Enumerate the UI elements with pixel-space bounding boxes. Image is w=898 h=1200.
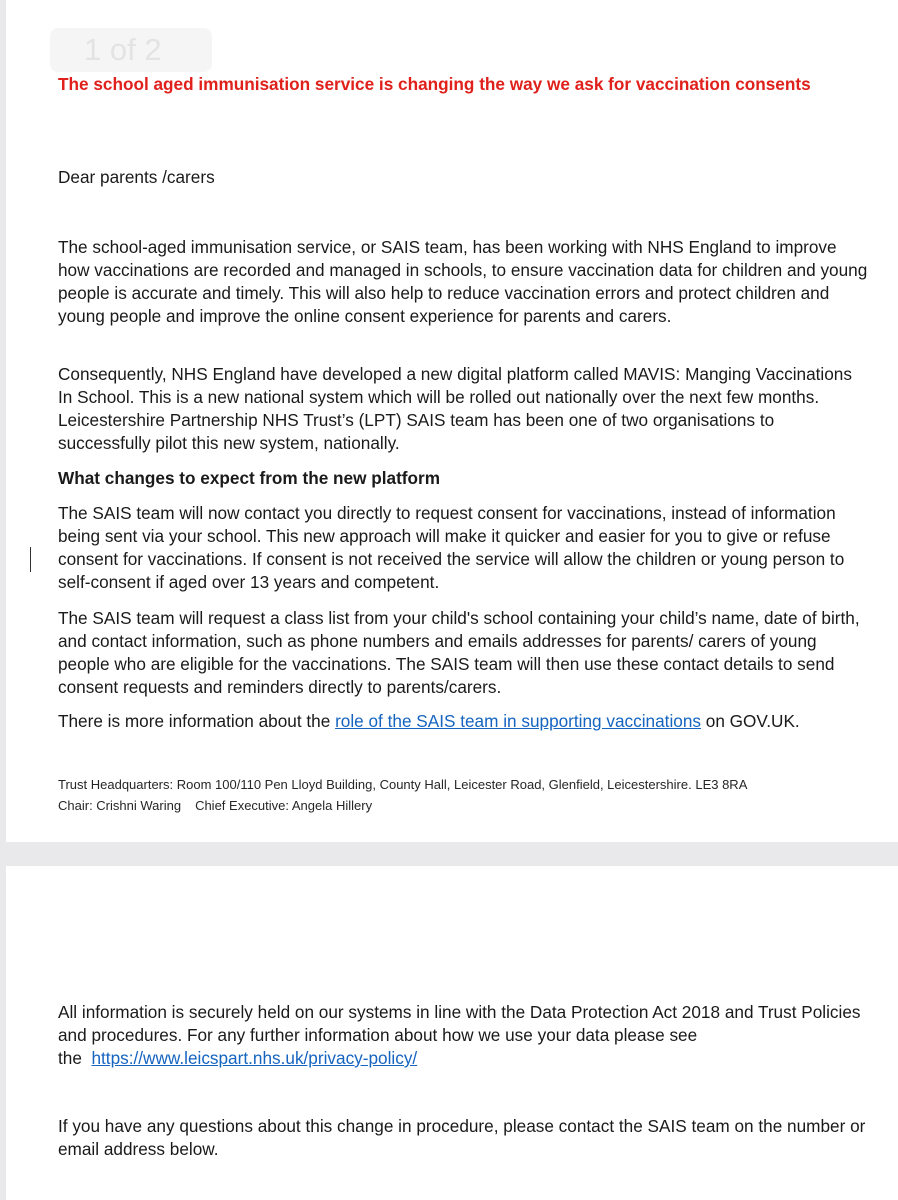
paragraph-consent-contact: The SAIS team will now contact you directly to request consent for vaccinations, instead of information being sent via your school. This new approach will make it quicker and easier for you to give or refuse consent for vaccinations. If consent is not received the service will allow the children or young person to self-consent if aged over 13 years and competent. [58, 503, 845, 592]
text-cursor [30, 547, 31, 572]
data-protection-text: All information is securely held on our systems in line with the Data Protection Act 2018 and Trust Policies and procedures. For any further information about how we use your data please see the [58, 1002, 861, 1068]
paragraph-sais-intro: The school-aged immunisation service, or SAIS team, has been working with NHS England to improve how vaccinations are recorded and managed in schools, to ensure vaccination data for children and young people is accurate and timely. This will also help to reduce vaccination errors and protect children and young people and improve the online consent experience for parents and carers. [58, 237, 868, 326]
paragraph-more-info [58, 710, 868, 733]
privacy-policy-link[interactable]: https://www.leicspart.nhs.uk/privacy-policy/ [91, 1048, 418, 1068]
paragraph-class-list: The SAIS team will request a class list from your child's school containing your child’s name, date of birth, and contact information, such as phone numbers and emails addresses for parents/ carers of young people who are eligible for the vaccinations. The SAIS team will then use these contact details to send consent requests and reminders directly to parents/carers. [58, 608, 860, 697]
letter-headline: The school aged immunisation service is changing the way we ask for vaccination consents [58, 74, 811, 94]
footer-officers [58, 795, 868, 816]
section-heading-changes: What changes to expect from the new platform [58, 468, 440, 488]
paragraph-mavis-platform: Consequently, NHS England have developed a new digital platform called MAVIS: Manging Vaccinations In School. This is a new national system which will be rolled out nationally over the next few months. Leicestershire Partnership NHS Trust’s (LPT) SAIS team has been one of two organisations to successfully pilot this new system, nationally. [58, 364, 852, 453]
footer-address: Trust Headquarters: Room 100/110 Pen Lloyd Building, County Hall, Leicester Road, Glenfield, Leicestershire. LE3 8RA [58, 777, 748, 792]
footer-chief-executive: Chief Executive: Angela Hillery [195, 798, 373, 813]
page-indicator: 1 of 2 [50, 28, 212, 72]
more-info-suffix: on GOV.UK. [700, 711, 800, 731]
document-page-2 [6, 866, 898, 1200]
paragraph-data-protection [58, 1001, 868, 1070]
letter-salutation: Dear parents /carers [58, 167, 215, 187]
document-page-1 [6, 0, 898, 842]
more-info-prefix: There is more information about the [58, 711, 336, 731]
paragraph-questions: If you have any questions about this change in procedure, please contact the SAIS team on the number or email address below. [58, 1116, 866, 1159]
footer-chair: Chair: Crishni Waring [58, 798, 182, 813]
sais-role-link[interactable]: role of the SAIS team in supporting vaccinations [335, 711, 701, 731]
